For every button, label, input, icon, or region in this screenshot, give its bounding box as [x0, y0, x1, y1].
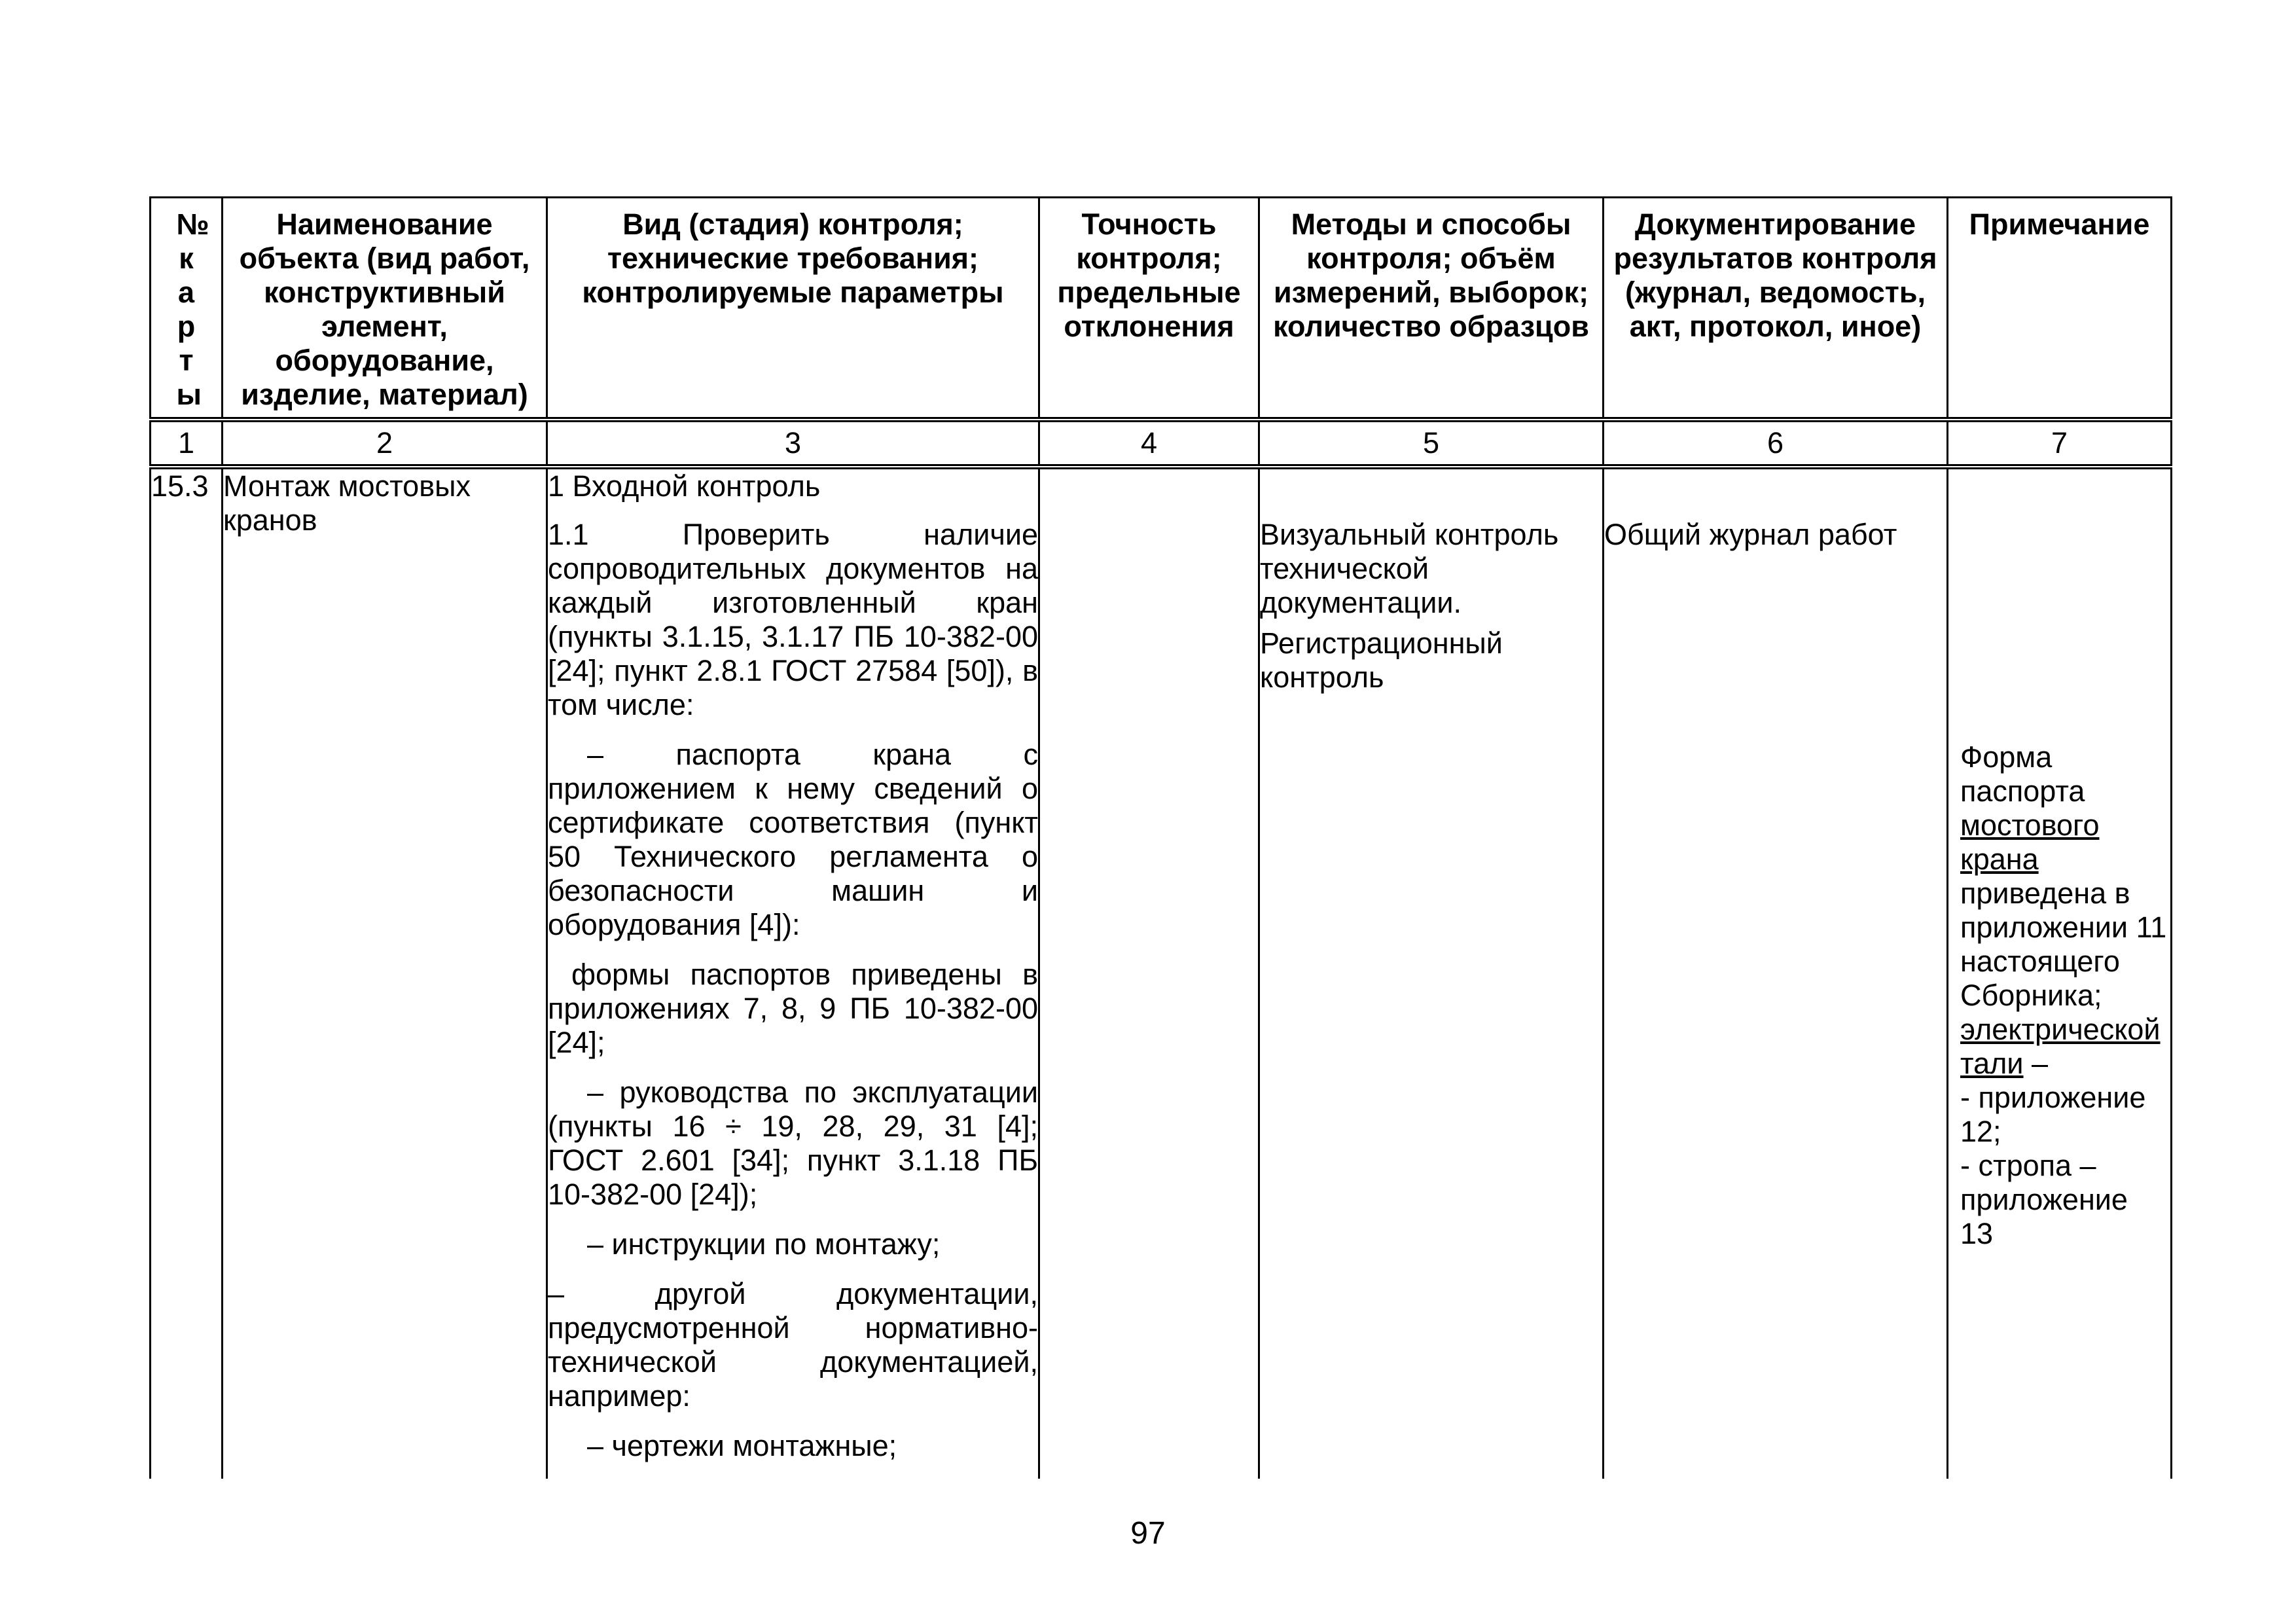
card-number: 15.3 — [151, 467, 223, 1479]
control-drawings: – чертежи монтажные; — [587, 1429, 897, 1462]
control-stage-title: 1 Входной контроль — [548, 469, 821, 503]
control-other-docs: – другой документации, предусмотренной нормативно-технической документацией, например: — [548, 1277, 1038, 1413]
methods — [1259, 467, 1604, 1479]
column-number: 5 — [1259, 420, 1604, 467]
control-table — [149, 196, 2172, 1479]
column-number: 6 — [1604, 420, 1948, 467]
accuracy — [1039, 467, 1259, 1479]
note-fragment: приведена в приложении 11 настоящего Сборника; — [1960, 876, 2167, 1012]
header-accuracy: Точность контроля; предельные отклонения — [1039, 198, 1259, 420]
method-registration: Регистрационный контроль — [1260, 626, 1503, 694]
note — [1948, 467, 2172, 1479]
control-manuals: – руководства по эксплуатации (пункты 16 ÷ 19, 28, 29, 31 [4]; ГОСТ 2.601 [34]; пункт 3.1.18 ПБ 10-382-00 [24]); — [548, 1075, 1038, 1211]
column-number: 1 — [151, 420, 223, 467]
note-fragment: Форма паспорта — [1960, 740, 2085, 808]
column-number-row — [151, 420, 2172, 467]
table-row — [151, 467, 2172, 1479]
documentation — [1604, 467, 1948, 1479]
control-passport: – паспорта крана с приложением к нему сведений о сертификате соответствия (пункт 50 Технического регламента о безопасности машин и оборудования [4]): — [548, 738, 1038, 941]
note-sling: - стропа – приложение 13 — [1960, 1149, 2128, 1250]
column-number: 3 — [547, 420, 1039, 467]
header-note: Примечание — [1948, 198, 2172, 420]
page-number: 97 — [1130, 1516, 1166, 1551]
note-link-hoist: электрической тали — [1960, 1013, 2161, 1080]
header-card-number: № к а р т ы — [151, 198, 223, 420]
control-requirements — [547, 467, 1039, 1479]
header-control-type: Вид (стадия) контроля; технические требования; контролируемые параметры — [547, 198, 1039, 420]
column-number: 7 — [1948, 420, 2172, 467]
column-number: 4 — [1039, 420, 1259, 467]
column-number: 2 — [223, 420, 547, 467]
header-row — [151, 198, 2172, 420]
control-install-instructions: – инструкции по монтажу; — [587, 1227, 941, 1261]
header-methods: Методы и способы контроля; объём измерений, выборок; количество образцов — [1259, 198, 1604, 420]
control-passport-forms: формы паспортов приведены в приложениях 7, 8, 9 ПБ 10-382-00 [24]; — [548, 958, 1038, 1059]
note-text — [1960, 740, 2168, 1251]
header-object-name: Наименование объекта (вид работ, конструктивный элемент, оборудование, изделие, материал) — [223, 198, 547, 420]
note-link-bridge-crane: мостового крана — [1960, 808, 2100, 876]
documentation-text: Общий журнал работ — [1604, 518, 1897, 551]
header-documentation: Документирование результатов контроля (журнал, ведомость, акт, протокол, иное) — [1604, 198, 1948, 420]
object-name: Монтаж мостовых кранов — [223, 467, 547, 1479]
note-fragment: – — [2023, 1047, 2049, 1080]
method-visual: Визуальный контроль технической документации. — [1260, 518, 1559, 619]
control-item-1-1: 1.1 Проверить наличие сопроводительных документов на каждый изготовленный кран (пункты 3.1.15, 3.1.17 ПБ 10-382-00 [24]; пункт 2.8.1 ГОСТ 27584 [50]), в том числе: — [548, 518, 1038, 721]
note-appendix-12: - приложение 12; — [1960, 1081, 2146, 1148]
